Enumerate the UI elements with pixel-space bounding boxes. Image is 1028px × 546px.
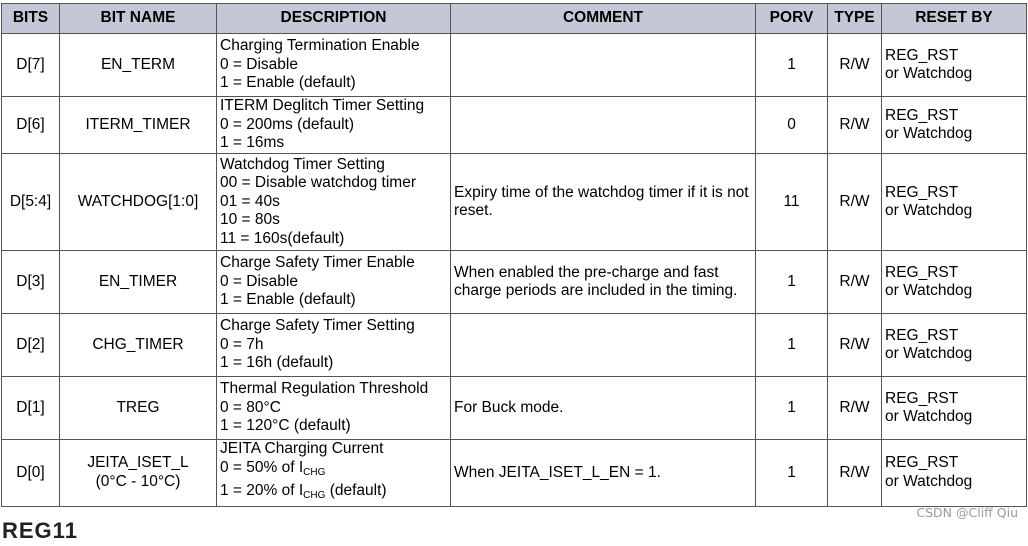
header-row [2,4,1027,34]
watermark: CSDN @Cliff Qiu [916,505,1018,520]
table-row [2,97,1027,154]
type-cell: R/W [828,314,882,377]
header-bit-name: BIT NAME [60,4,217,34]
header-comment: COMMENT [451,4,756,34]
table-row [2,251,1027,314]
bits-cell: D[6] [2,97,60,154]
table-row [2,34,1027,97]
bit-name-cell: TREG [60,377,217,440]
porv-cell: 1 [756,314,828,377]
description-cell: Watchdog Timer Setting 00 = Disable watchdog timer 01 = 40s 10 = 80s 11 = 160s(default) [217,154,451,251]
porv-cell: 11 [756,154,828,251]
next-section-heading: REG11 [2,518,78,543]
bit-name-cell: CHG_TIMER [60,314,217,377]
porv-cell: 1 [756,251,828,314]
type-cell: R/W [828,377,882,440]
header-bits: BITS [2,4,60,34]
bit-name-cell: ITERM_TIMER [60,97,217,154]
bit-name-cell: JEITA_ISET_L (0°C - 10°C) [60,440,217,507]
bits-cell: D[1] [2,377,60,440]
porv-cell: 1 [756,377,828,440]
bits-cell: D[7] [2,34,60,97]
reset-by-cell: REG_RST or Watchdog [882,314,1027,377]
comment-cell [451,314,756,377]
header-type: TYPE [828,4,882,34]
description-cell: Thermal Regulation Threshold 0 = 80°C 1 = 120°C (default) [217,377,451,440]
description-cell: Charge Safety Timer Setting 0 = 7h 1 = 16h (default) [217,314,451,377]
table-row [2,377,1027,440]
comment-cell [451,97,756,154]
type-cell: R/W [828,154,882,251]
type-cell: R/W [828,440,882,507]
reset-by-cell: REG_RST or Watchdog [882,154,1027,251]
description-cell: JEITA Charging Current 0 = 50% of $I_{CHG}$ 1 = 20% of $I_{CHG}$ (default) [217,440,451,507]
bit-name-cell: WATCHDOG[1:0] [60,154,217,251]
description-cell: ITERM Deglitch Timer Setting 0 = 200ms (default) 1 = 16ms [217,97,451,154]
register-table [1,3,1027,507]
bits-cell: D[2] [2,314,60,377]
bit-name-cell: EN_TIMER [60,251,217,314]
reset-by-cell: REG_RST or Watchdog [882,251,1027,314]
porv-cell: 1 [756,34,828,97]
table-row [2,440,1027,507]
porv-cell: 1 [756,440,828,507]
reset-by-cell: REG_RST or Watchdog [882,440,1027,507]
description-cell: Charge Safety Timer Enable 0 = Disable 1 = Enable (default) [217,251,451,314]
comment-cell [451,34,756,97]
comment-cell: For Buck mode. [451,377,756,440]
header-porv: PORV [756,4,828,34]
table-row [2,154,1027,251]
type-cell: R/W [828,97,882,154]
type-cell: R/W [828,251,882,314]
reset-by-cell: REG_RST or Watchdog [882,34,1027,97]
comment-cell: Expiry time of the watchdog timer if it is not reset. [451,154,756,251]
bits-cell: D[0] [2,440,60,507]
bits-cell: D[5:4] [2,154,60,251]
table-row [2,314,1027,377]
header-reset-by: RESET BY [882,4,1027,34]
bits-cell: D[3] [2,251,60,314]
header-description: DESCRIPTION [217,4,451,34]
comment-cell: When JEITA_ISET_L_EN = 1. [451,440,756,507]
porv-cell: 0 [756,97,828,154]
type-cell: R/W [828,34,882,97]
reset-by-cell: REG_RST or Watchdog [882,377,1027,440]
comment-cell: When enabled the pre-charge and fast charge periods are included in the timing. [451,251,756,314]
description-cell: Charging Termination Enable 0 = Disable 1 = Enable (default) [217,34,451,97]
bit-name-cell: EN_TERM [60,34,217,97]
reset-by-cell: REG_RST or Watchdog [882,97,1027,154]
